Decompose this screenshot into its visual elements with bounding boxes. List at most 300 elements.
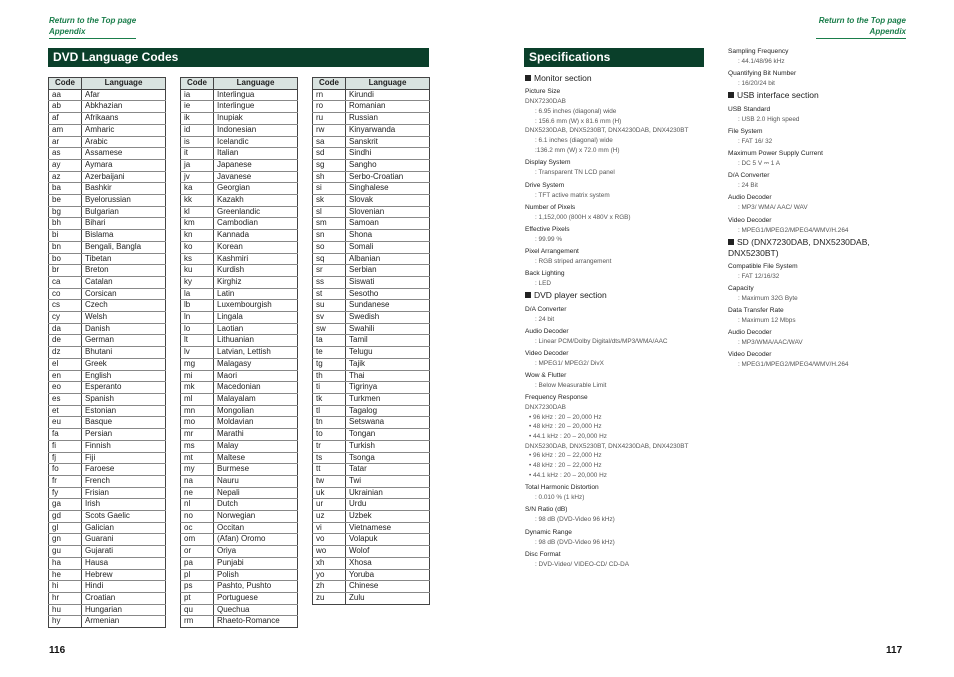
language-name-cell: Fiji: [82, 452, 166, 464]
language-code-cell: vi: [313, 522, 346, 534]
table-row: [49, 323, 166, 335]
spec-value: : 24 Bit: [738, 182, 758, 190]
language-code-cell: vo: [313, 534, 346, 546]
language-code-cell: hy: [49, 616, 82, 628]
table-row: [181, 511, 298, 523]
spec-value: • 96 kHz : 20 – 20,000 Hz: [529, 413, 602, 421]
table-header-row: [181, 78, 298, 90]
language-name-cell: Galician: [82, 522, 166, 534]
spec-column-1: [525, 71, 720, 569]
language-code-cell: st: [313, 288, 346, 300]
language-code-cell: ks: [181, 253, 214, 265]
table-row: [313, 429, 430, 441]
spec-value: DNX7230DAB: [525, 403, 566, 411]
language-code-cell: om: [181, 534, 214, 546]
language-name-cell: Twi: [346, 475, 430, 487]
table-row: [49, 312, 166, 324]
language-code-cell: co: [49, 288, 82, 300]
language-code-cell: ba: [49, 183, 82, 195]
language-code-cell: ms: [181, 440, 214, 452]
language-code-cell: hr: [49, 592, 82, 604]
language-code-cell: ln: [181, 312, 214, 324]
language-name-cell: English: [82, 370, 166, 382]
language-code-cell: hu: [49, 604, 82, 616]
table-row: [181, 101, 298, 113]
table-row: [181, 335, 298, 347]
language-name-cell: Macedonian: [214, 382, 298, 394]
table-row: [313, 581, 430, 593]
spec-label: Display System: [525, 159, 571, 167]
language-code-cell: qu: [181, 604, 214, 616]
table-row: [313, 89, 430, 101]
spec-value: DNX5230DAB, DNX5230BT, DNX4230DAB, DNX4230BT: [525, 442, 689, 450]
language-code-cell: ik: [181, 113, 214, 125]
language-name-cell: Xhosa: [346, 557, 430, 569]
language-name-cell: Lingala: [214, 312, 298, 324]
spec-value: : 98 dB (DVD-Video 96 kHz): [535, 538, 615, 546]
language-name-cell: Rhaeto-Romance: [214, 616, 298, 628]
language-name-cell: Arabic: [82, 136, 166, 148]
language-name-cell: Aymara: [82, 159, 166, 171]
language-name-cell: Cambodian: [214, 218, 298, 230]
language-code-cell: ar: [49, 136, 82, 148]
language-code-cell: rw: [313, 124, 346, 136]
language-name-cell: Luxembourgish: [214, 300, 298, 312]
table-row: [49, 265, 166, 277]
spec-section-heading-text: SD (DNX7230DAB, DNX5230DAB, DNX5230BT): [728, 236, 870, 258]
table-row: [181, 534, 298, 546]
language-name-cell: Hausa: [82, 557, 166, 569]
language-name-cell: Occitan: [214, 522, 298, 534]
table-row: [313, 534, 430, 546]
language-name-cell: French: [82, 475, 166, 487]
language-code-cell: sd: [313, 148, 346, 160]
spec-label: Audio Decoder: [525, 327, 569, 335]
table-row: [49, 253, 166, 265]
language-code-cell: ka: [181, 183, 214, 195]
language-code-cell: tt: [313, 464, 346, 476]
spec-value: :136.2 mm (W) x 72.0 mm (H): [535, 147, 620, 155]
table-row: [181, 569, 298, 581]
language-name-cell: Latvian, Lettish: [214, 347, 298, 359]
table-row: [313, 358, 430, 370]
language-name-cell: Romanian: [346, 101, 430, 113]
language-name-cell: Indonesian: [214, 124, 298, 136]
table-row: [49, 241, 166, 253]
table-row: [181, 113, 298, 125]
table-row: [181, 230, 298, 242]
language-name-cell: Sesotho: [346, 288, 430, 300]
language-code-cell: bn: [49, 241, 82, 253]
code-column-header: Code: [49, 78, 82, 90]
language-code-cell: id: [181, 124, 214, 136]
table-row: [49, 592, 166, 604]
language-name-cell: Faroese: [82, 464, 166, 476]
spec-value: • 96 kHz : 20 – 22,000 Hz: [529, 452, 602, 460]
spec-value: : Transparent TN LCD panel: [535, 169, 615, 177]
spec-label: Maximum Power Supply Current: [728, 149, 823, 157]
language-name-cell: Abkhazian: [82, 101, 166, 113]
language-code-cell: hi: [49, 581, 82, 593]
language-code-cell: jv: [181, 171, 214, 183]
language-name-cell: Volapuk: [346, 534, 430, 546]
language-name-cell: Marathi: [214, 429, 298, 441]
language-name-cell: Japanese: [214, 159, 298, 171]
language-code-cell: mo: [181, 417, 214, 429]
language-code-cell: kk: [181, 195, 214, 207]
table-row: [181, 276, 298, 288]
language-code-cell: mt: [181, 452, 214, 464]
language-name-cell: Bhutani: [82, 347, 166, 359]
language-code-cell: so: [313, 241, 346, 253]
square-bullet-icon: [525, 292, 531, 298]
table-row: [181, 592, 298, 604]
table-row: [49, 335, 166, 347]
language-code-cell: ab: [49, 101, 82, 113]
table-row: [313, 113, 430, 125]
language-name-cell: Kashmiri: [214, 253, 298, 265]
table-row: [49, 347, 166, 359]
language-column-header: Language: [214, 78, 298, 90]
table-row: [49, 569, 166, 581]
table-row: [181, 358, 298, 370]
spec-column-2: [728, 44, 908, 369]
language-code-cell: gd: [49, 511, 82, 523]
table-row: [313, 569, 430, 581]
table-row: [181, 405, 298, 417]
language-code-cell: fo: [49, 464, 82, 476]
language-name-cell: Tigrinya: [346, 382, 430, 394]
language-name-cell: Swahili: [346, 323, 430, 335]
language-code-cell: ko: [181, 241, 214, 253]
language-code-cell: la: [181, 288, 214, 300]
language-code-cell: ti: [313, 382, 346, 394]
language-code-cell: ne: [181, 487, 214, 499]
language-name-cell: Scots Gaelic: [82, 511, 166, 523]
language-code-cell: or: [181, 546, 214, 558]
language-name-cell: Finnish: [82, 440, 166, 452]
table-row: [181, 300, 298, 312]
language-name-cell: Kirundi: [346, 89, 430, 101]
table-row: [181, 183, 298, 195]
table-row: [313, 101, 430, 113]
language-name-cell: Korean: [214, 241, 298, 253]
language-column-header: Language: [82, 78, 166, 90]
table-row: [313, 417, 430, 429]
spec-label: Capacity: [728, 284, 754, 292]
spec-section-heading: [728, 237, 908, 259]
spec-label: Compatible File System: [728, 262, 798, 270]
table-row: [49, 230, 166, 242]
spec-value: : FAT 12/16/32: [738, 272, 780, 280]
square-bullet-icon: [525, 75, 531, 81]
table-row: [49, 499, 166, 511]
language-name-cell: Greek: [82, 358, 166, 370]
language-name-cell: Portuguese: [214, 592, 298, 604]
spec-value: : 0.010 % (1 kHz): [535, 494, 585, 502]
language-name-cell: Mongolian: [214, 405, 298, 417]
language-name-cell: Persian: [82, 429, 166, 441]
table-row: [181, 218, 298, 230]
language-name-cell: Albanian: [346, 253, 430, 265]
language-name-cell: Siswati: [346, 276, 430, 288]
table-row: [313, 136, 430, 148]
language-name-cell: Norwegian: [214, 511, 298, 523]
language-name-cell: Laotian: [214, 323, 298, 335]
language-name-cell: Basque: [82, 417, 166, 429]
language-name-cell: Telugu: [346, 347, 430, 359]
table-row: [313, 347, 430, 359]
table-row: [49, 89, 166, 101]
spec-label: Dynamic Range: [525, 528, 572, 536]
table-row: [181, 499, 298, 511]
language-code-cell: lo: [181, 323, 214, 335]
spec-label: Back Lighting: [525, 270, 565, 278]
language-code-cell: et: [49, 405, 82, 417]
spec-value: : 99.99 %: [535, 235, 563, 243]
language-code-cell: gn: [49, 534, 82, 546]
language-name-cell: Nauru: [214, 475, 298, 487]
table-row: [313, 335, 430, 347]
language-code-cell: mg: [181, 358, 214, 370]
table-row: [49, 452, 166, 464]
table-row: [49, 148, 166, 160]
language-name-cell: Estonian: [82, 405, 166, 417]
language-code-cell: ia: [181, 89, 214, 101]
language-name-cell: Byelorussian: [82, 195, 166, 207]
language-code-cell: cy: [49, 312, 82, 324]
language-code-cell: as: [49, 148, 82, 160]
language-code-cell: lt: [181, 335, 214, 347]
spec-value: : 16/20/24 bit: [738, 80, 775, 88]
language-name-cell: Esperanto: [82, 382, 166, 394]
language-code-cell: mn: [181, 405, 214, 417]
language-code-cell: zu: [313, 592, 346, 604]
table-row: [49, 159, 166, 171]
table-row: [49, 581, 166, 593]
language-name-cell: Catalan: [82, 276, 166, 288]
table-row: [49, 464, 166, 476]
spec-label: Video Decoder: [728, 351, 772, 359]
language-name-cell: Croatian: [82, 592, 166, 604]
table-row: [49, 218, 166, 230]
table-row: [181, 429, 298, 441]
spec-label: S/N Ratio (dB): [525, 506, 568, 514]
top-link-right[interactable]: [816, 15, 906, 39]
spec-label: D/A Converter: [728, 172, 770, 180]
language-name-cell: Sanskrit: [346, 136, 430, 148]
language-name-cell: Tibetan: [82, 253, 166, 265]
table-row: [313, 230, 430, 242]
language-name-cell: Greenlandic: [214, 206, 298, 218]
language-code-cell: pa: [181, 557, 214, 569]
language-code-cell: my: [181, 464, 214, 476]
spec-value: : 98 dB (DVD-Video 96 kHz): [535, 516, 615, 524]
language-table-3: [312, 77, 430, 605]
table-row: [49, 405, 166, 417]
table-row: [49, 534, 166, 546]
language-code-cell: fj: [49, 452, 82, 464]
table-row: [313, 440, 430, 452]
table-row: [49, 429, 166, 441]
return-top-link[interactable]: Return to the Top page: [818, 16, 906, 25]
language-code-cell: sl: [313, 206, 346, 218]
table-row: [181, 546, 298, 558]
language-name-cell: Kirghiz: [214, 276, 298, 288]
language-name-cell: Setswana: [346, 417, 430, 429]
spec-value: • 44.1 kHz : 20 – 20,000 Hz: [529, 433, 607, 441]
language-name-cell: Oriya: [214, 546, 298, 558]
language-name-cell: Urdu: [346, 499, 430, 511]
language-name-cell: Hungarian: [82, 604, 166, 616]
language-code-cell: te: [313, 347, 346, 359]
spec-value: : MPEG1/ MPEG2/ DivX: [535, 359, 604, 367]
language-code-cell: el: [49, 358, 82, 370]
spec-section-heading: [728, 90, 908, 101]
language-name-cell: Hindi: [82, 581, 166, 593]
table-row: [313, 288, 430, 300]
language-name-cell: Zulu: [346, 592, 430, 604]
language-name-cell: Assamese: [82, 148, 166, 160]
language-name-cell: Lithuanian: [214, 335, 298, 347]
language-code-cell: en: [49, 370, 82, 382]
language-name-cell: Bashkir: [82, 183, 166, 195]
table-row: [313, 195, 430, 207]
spec-label: Disc Format: [525, 550, 561, 558]
table-row: [49, 616, 166, 628]
language-code-cell: ss: [313, 276, 346, 288]
table-row: [181, 487, 298, 499]
page-number-right: 117: [886, 645, 903, 656]
language-code-cell: tr: [313, 440, 346, 452]
table-row: [313, 171, 430, 183]
language-name-cell: Frisian: [82, 487, 166, 499]
table-header-row: [49, 78, 166, 90]
language-name-cell: Inupiak: [214, 113, 298, 125]
language-name-cell: Afar: [82, 89, 166, 101]
table-row: [49, 276, 166, 288]
language-code-cell: ie: [181, 101, 214, 113]
language-code-cell: be: [49, 195, 82, 207]
language-name-cell: Serbo-Croatian: [346, 171, 430, 183]
language-code-cell: ga: [49, 499, 82, 511]
table-row: [313, 370, 430, 382]
language-code-cell: pl: [181, 569, 214, 581]
table-row: [313, 522, 430, 534]
language-code-cell: de: [49, 335, 82, 347]
language-name-cell: Czech: [82, 300, 166, 312]
spec-label: USB Standard: [728, 105, 771, 113]
table-row: [181, 124, 298, 136]
language-code-cell: ca: [49, 276, 82, 288]
language-name-cell: Pashto, Pushto: [214, 581, 298, 593]
language-name-cell: Swedish: [346, 312, 430, 324]
language-name-cell: Somali: [346, 241, 430, 253]
language-code-cell: fr: [49, 475, 82, 487]
table-row: [181, 581, 298, 593]
return-top-link[interactable]: Return to the Top page: [49, 16, 137, 25]
top-link-left[interactable]: [49, 15, 136, 39]
page-number-left: 116: [49, 645, 66, 656]
language-name-cell: Slovenian: [346, 206, 430, 218]
spec-value: : Below Measurable Limit: [535, 382, 607, 390]
table-row: [181, 312, 298, 324]
language-code-cell: kl: [181, 206, 214, 218]
table-row: [49, 136, 166, 148]
language-code-cell: sg: [313, 159, 346, 171]
table-row: [181, 171, 298, 183]
table-row: [49, 511, 166, 523]
spec-value: : TFT active matrix system: [535, 191, 610, 199]
table-row: [49, 358, 166, 370]
language-name-cell: Samoan: [346, 218, 430, 230]
language-code-cell: he: [49, 569, 82, 581]
table-header-row: [313, 78, 430, 90]
spec-value: : USB 2.0 High speed: [738, 115, 800, 123]
spec-value: : 24 bit: [535, 315, 555, 323]
table-row: [49, 393, 166, 405]
table-row: [49, 557, 166, 569]
language-column-header: Language: [346, 78, 430, 90]
table-row: [49, 183, 166, 195]
language-table-1: [48, 77, 166, 628]
spec-value: : DC 5 V ⎓ 1 A: [738, 159, 781, 167]
language-code-cell: bg: [49, 206, 82, 218]
language-name-cell: Guarani: [82, 534, 166, 546]
language-name-cell: Bislama: [82, 230, 166, 242]
language-name-cell: Ukrainian: [346, 487, 430, 499]
language-name-cell: Interlingua: [214, 89, 298, 101]
language-name-cell: Chinese: [346, 581, 430, 593]
table-row: [313, 241, 430, 253]
spec-value: : 6.95 inches (diagonal) wide: [535, 107, 617, 115]
table-row: [313, 323, 430, 335]
table-row: [181, 159, 298, 171]
language-code-cell: sm: [313, 218, 346, 230]
table-row: [181, 393, 298, 405]
language-code-cell: az: [49, 171, 82, 183]
spec-label: Pixel Arrangement: [525, 248, 579, 256]
table-row: [181, 522, 298, 534]
language-name-cell: Maltese: [214, 452, 298, 464]
language-code-cell: dz: [49, 347, 82, 359]
language-code-cell: to: [313, 429, 346, 441]
language-code-cell: it: [181, 148, 214, 160]
spec-value: : Maximum 32G Byte: [738, 294, 798, 302]
language-code-cell: oc: [181, 522, 214, 534]
spec-value: : Linear PCM/Dolby Digital/dts/MP3/WMA/AAC: [535, 337, 668, 345]
language-code-cell: mi: [181, 370, 214, 382]
table-row: [313, 312, 430, 324]
language-code-cell: eu: [49, 417, 82, 429]
language-name-cell: Turkmen: [346, 393, 430, 405]
table-row: [49, 195, 166, 207]
language-code-cell: kn: [181, 230, 214, 242]
language-name-cell: Javanese: [214, 171, 298, 183]
table-row: [313, 546, 430, 558]
spec-section-heading-text: DVD player section: [534, 290, 607, 301]
language-name-cell: Italian: [214, 148, 298, 160]
table-row: [313, 464, 430, 476]
language-name-cell: Malayalam: [214, 393, 298, 405]
spec-value: : DVD-Video/ VIDEO-CD/ CD-DA: [535, 560, 629, 568]
table-row: [49, 417, 166, 429]
spec-value: • 48 kHz : 20 – 20,000 Hz: [529, 423, 602, 431]
spec-section-heading: [525, 73, 720, 84]
language-code-cell: ha: [49, 557, 82, 569]
language-code-cell: sk: [313, 195, 346, 207]
language-code-cell: lb: [181, 300, 214, 312]
